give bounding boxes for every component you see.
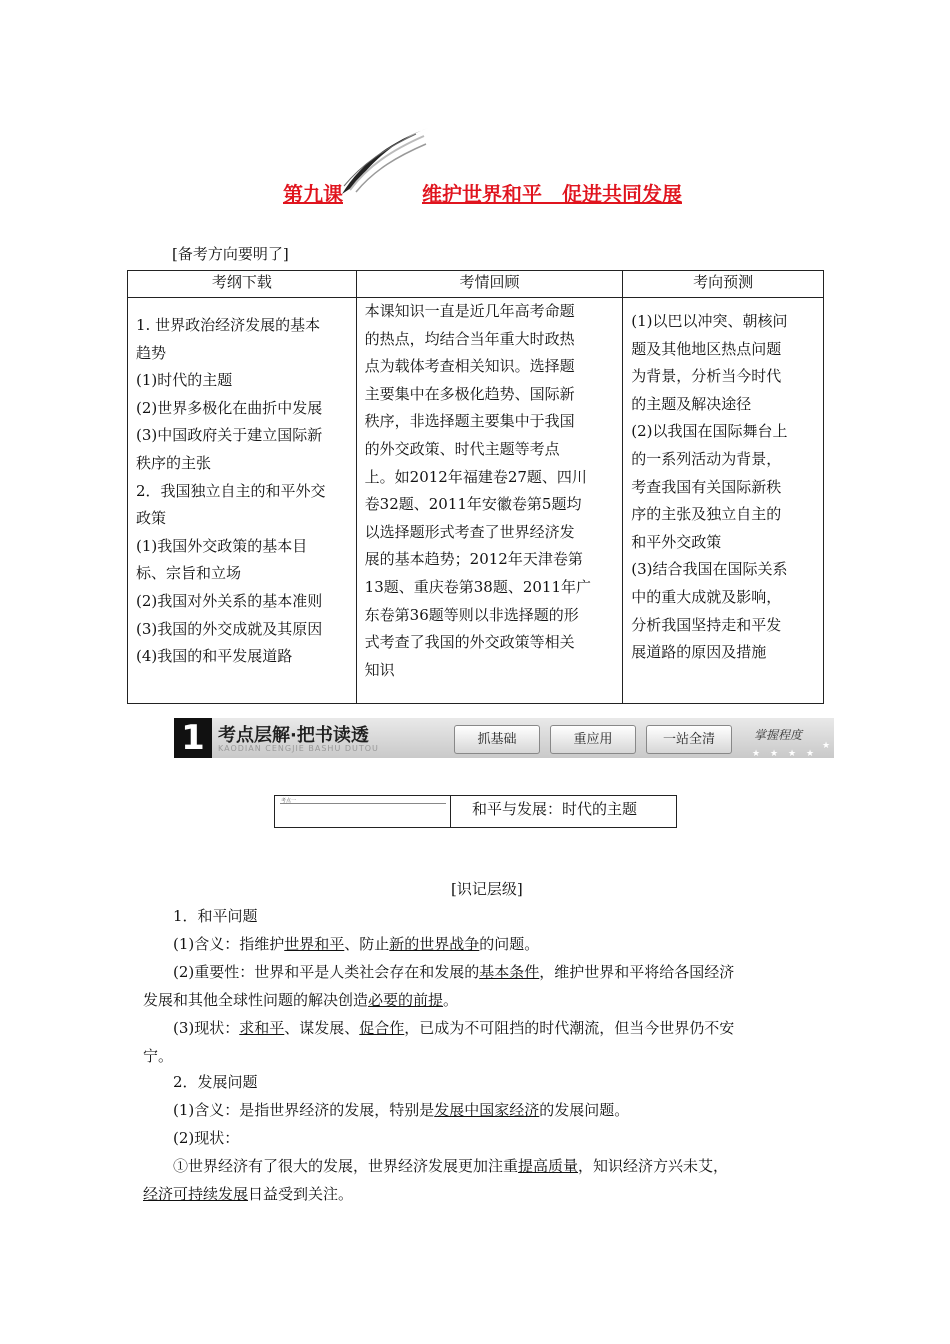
- text-run: ，知识经济方兴未艾，: [578, 1157, 729, 1175]
- cell-line: 分析我国坚持走和平发: [631, 615, 782, 634]
- banner-subtitle: KAODIAN CENGJIE BASHU DUTOU: [218, 744, 379, 753]
- banner-title: 考点层解·把书读透: [218, 725, 369, 746]
- underlined-term: 求和平: [239, 1019, 285, 1037]
- table-row: [128, 298, 824, 704]
- text-run: (1)含义：指维护: [173, 935, 285, 953]
- cell-line: 上。如2012年福建卷27题、四川: [364, 467, 587, 486]
- svg-text:★: ★: [752, 749, 761, 758]
- banner-number: 1: [174, 718, 212, 758]
- mastery-label: 掌握程度: [754, 728, 803, 742]
- text-run: 、防止: [344, 935, 390, 953]
- cell-line: 考查我国有关国际新秩: [631, 477, 782, 496]
- cell-line: 展道路的原因及措施: [631, 643, 767, 662]
- cell-line: 点为载体考查相关知识。选择题: [364, 357, 575, 376]
- cell-line: 本课知识一直是近几年高考命题: [364, 302, 575, 320]
- cell-line: 题及其他地区热点问题: [631, 339, 782, 358]
- table-header: 考纲下载: [128, 271, 357, 298]
- paragraph-development-status-heading: (2)现状：: [173, 1129, 240, 1147]
- underlined-term: 发展中国家经济: [434, 1101, 540, 1119]
- cell-line: 序的主张及独立自主的: [631, 505, 782, 524]
- cell-line: (1)时代的主题: [136, 371, 233, 390]
- lesson-title: [280, 160, 740, 210]
- paragraph-peace-status: [143, 1014, 818, 1070]
- svg-text:★: ★: [806, 749, 815, 758]
- lesson-name: 维护世界和平 促进共同发展: [422, 182, 682, 206]
- svg-text:★: ★: [788, 749, 797, 758]
- text-run: 的发展问题。: [539, 1101, 630, 1119]
- cell-line: 13题、重庆卷第38题、2011年广: [364, 577, 592, 596]
- syllabus-cell: [128, 298, 357, 704]
- exam-overview-table: [127, 270, 824, 704]
- underlined-term: 促合作: [359, 1019, 405, 1037]
- cell-line: (2)世界多极化在曲折中发展: [136, 398, 323, 417]
- cell-line: 为背景，分析当今时代: [631, 367, 782, 386]
- key-point-divider: [450, 795, 451, 827]
- cell-line: 的外交政策、时代主题等考点: [364, 439, 560, 458]
- cell-line: (1)以巴以冲突、朝核问: [631, 312, 788, 330]
- heading-development: 2．发展问题: [173, 1073, 258, 1091]
- svg-text:★: ★: [770, 749, 779, 758]
- table-header: 考向预测: [623, 271, 824, 298]
- text-run: (2)重要性：世界和平是人类社会存在和发展的: [173, 963, 480, 981]
- exam-forecast-cell: [623, 298, 824, 704]
- underlined-term: 基本条件: [479, 963, 540, 981]
- cell-line: 和平外交政策: [631, 532, 722, 551]
- cell-line: 知识: [364, 660, 395, 679]
- cell-line: (2)我国对外关系的基本准则: [136, 591, 323, 610]
- text-run: 发展和其他全球性问题的解决创造: [143, 991, 369, 1009]
- text-run: ①世界经济有了很大的发展，世界经济发展更加注重: [173, 1157, 519, 1175]
- underlined-term: 提高质量: [518, 1157, 579, 1175]
- key-point-rule: [280, 803, 446, 804]
- exam-review-cell: [356, 298, 623, 704]
- cell-line: 秩序的主张: [136, 453, 212, 472]
- cell-line: 以选择题形式考查了世界经济发: [364, 522, 575, 541]
- cell-line: 东卷第36题等则以非选择题的形: [364, 605, 579, 624]
- tab-application[interactable]: 重应用: [550, 725, 636, 754]
- key-point-label: 考点一: [281, 798, 297, 804]
- cell-line: 政策: [136, 509, 167, 528]
- text-run: (1)含义：是指世界经济的发展，特别是: [173, 1101, 435, 1119]
- cell-line: (2)以我国在国际舞台上: [631, 422, 788, 441]
- cell-line: 式考查了我国的外交政策等相关: [364, 633, 575, 652]
- text-run: 日益受到关注。: [248, 1185, 354, 1203]
- cell-line: 的一系列活动为背景，: [631, 449, 782, 468]
- underlined-term: 必要的前提: [368, 991, 444, 1009]
- memory-level-heading: [识记层级]: [451, 880, 523, 898]
- cell-line: (3)中国政府关于建立国际新: [136, 426, 323, 445]
- text-run: 的问题。: [479, 935, 540, 953]
- text-run: 宁。: [143, 1047, 174, 1065]
- cell-line: 2．我国独立自主的和平外交: [136, 481, 326, 500]
- lesson-number: 第九课: [283, 182, 343, 206]
- cell-line: (4)我国的和平发展道路: [136, 647, 293, 666]
- paragraph-peace-importance: [143, 958, 818, 1014]
- underlined-term: 经济可持续发展: [143, 1185, 249, 1203]
- cell-line: 中的重大成就及影响，: [631, 587, 782, 606]
- cell-line: 秩序，非选择题主要集中于我国: [364, 412, 575, 431]
- cell-line: 的主题及解决途径: [631, 394, 752, 413]
- cell-line: (1)我国外交政策的基本目: [136, 536, 308, 555]
- cell-line: 主要集中在多极化趋势、国际新: [364, 384, 575, 403]
- tab-all-clear[interactable]: 一站全清: [646, 725, 732, 754]
- svg-text:★: ★: [822, 741, 831, 751]
- underlined-term: 世界和平: [284, 935, 345, 953]
- key-point-title: 和平与发展：时代的主题: [472, 800, 638, 818]
- cell-line: 展的基本趋势；2012年天津卷第: [364, 550, 583, 569]
- cell-line: 卷32题、2011年安徽卷第5题均: [364, 495, 582, 514]
- cell-line: 趋势: [136, 343, 167, 362]
- text-run: 、谋发展、: [284, 1019, 360, 1037]
- heading-peace: 1．和平问题: [173, 907, 258, 925]
- paragraph-development-status: [143, 1152, 818, 1208]
- cell-line: 1. 世界政治经济发展的基本: [136, 316, 321, 334]
- cell-line: 标、宗旨和立场: [136, 564, 242, 583]
- text-run: ，已成为不可阻挡的时代潮流，但当今世界仍不安: [404, 1019, 735, 1037]
- text-run: (3)现状：: [173, 1019, 240, 1037]
- cell-line: (3)我国的外交成就及其原因: [136, 619, 323, 638]
- cell-line: (3)结合我国在国际关系: [631, 560, 788, 579]
- table-header: 考情回顾: [356, 271, 623, 298]
- text-run: ，维护世界和平将给各国经济: [539, 963, 735, 981]
- paragraph-development-meaning: [143, 1096, 818, 1124]
- table-header-row: [128, 271, 824, 298]
- underlined-term: 新的世界战争: [389, 935, 480, 953]
- section-heading-prep: [备考方向要明了]: [172, 245, 289, 263]
- cell-line: 的热点，均结合当年重大时政热: [364, 329, 575, 348]
- paragraph-peace-meaning: [143, 930, 818, 958]
- text-run: 。: [443, 991, 459, 1009]
- tab-basics[interactable]: 抓基础: [454, 725, 540, 754]
